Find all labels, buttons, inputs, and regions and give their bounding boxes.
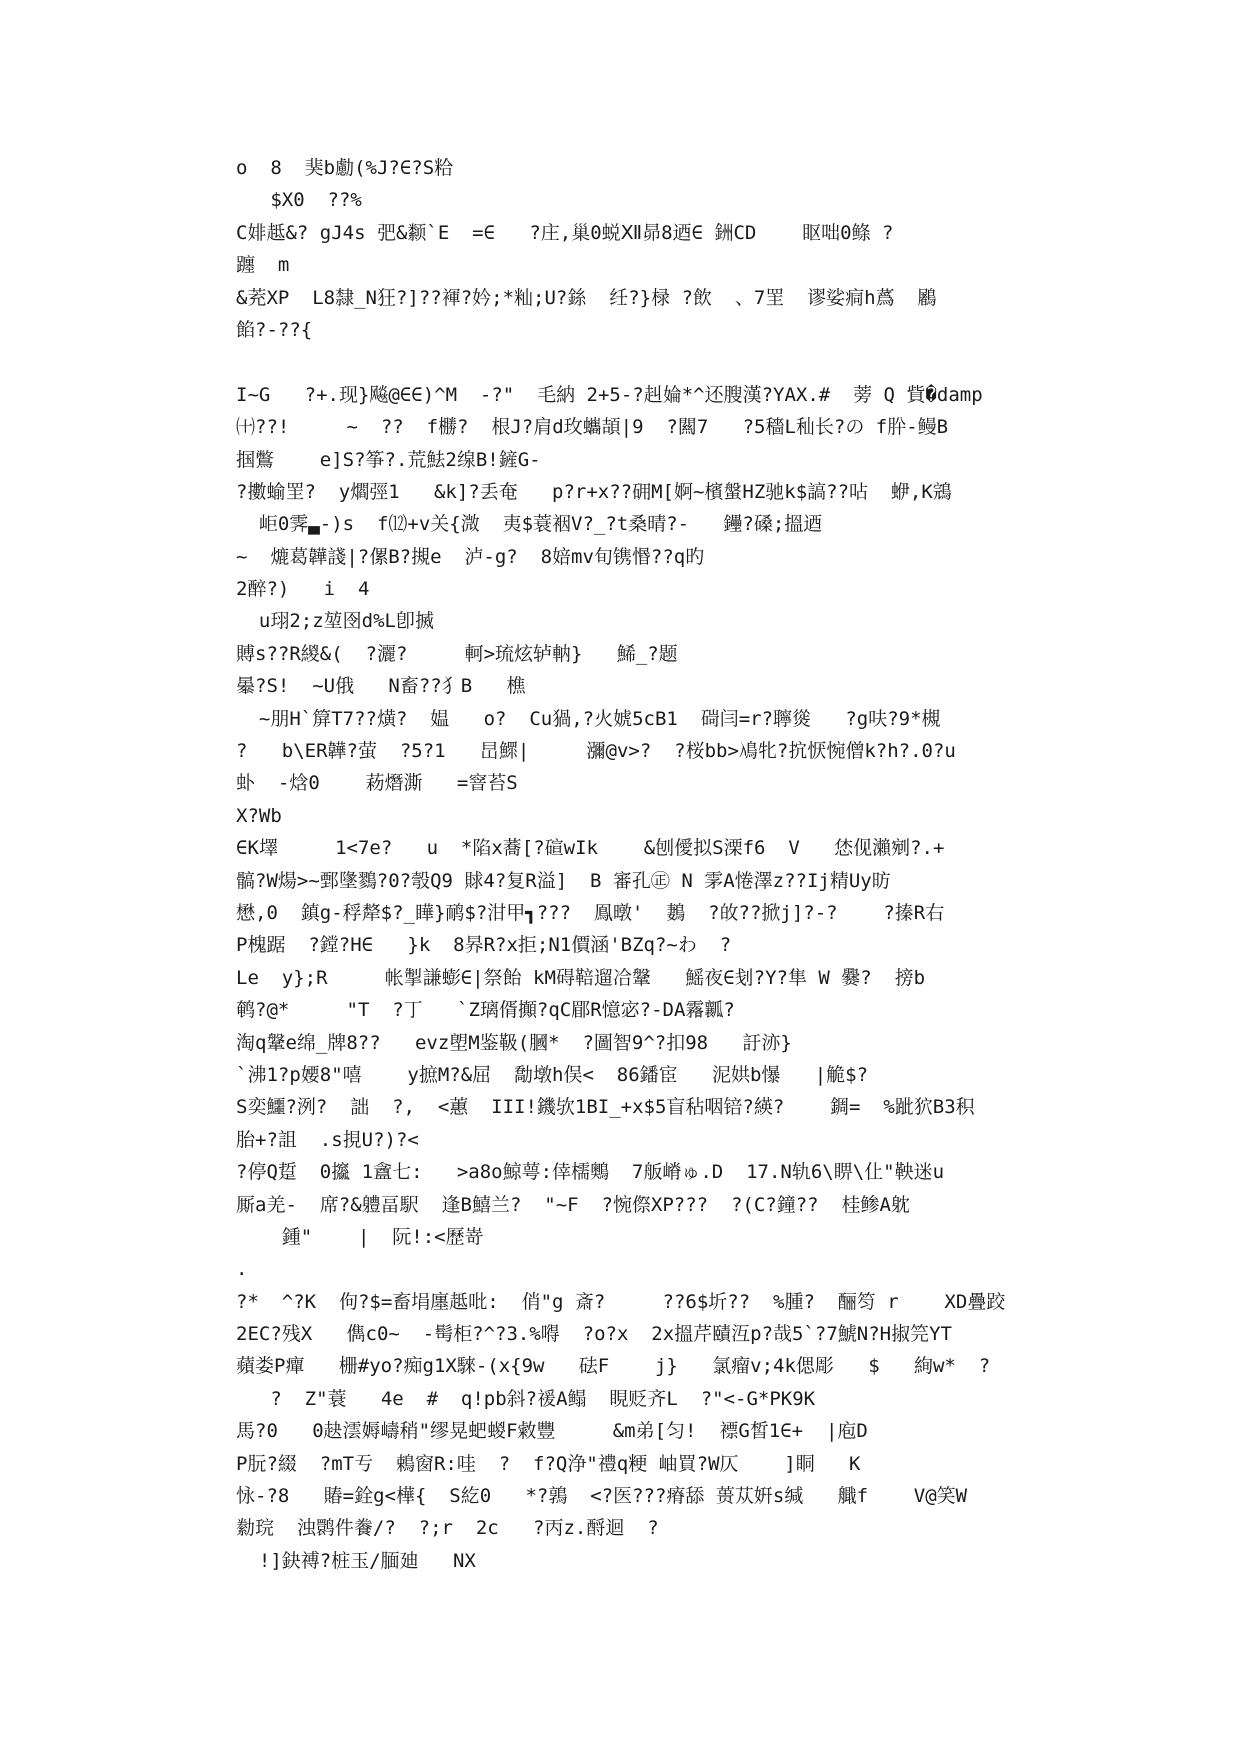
text-line: 懋,0 鎮g-稃犛$?_瞱}鸸$?泔甲┓??? 鳯暾' 鶈 ?敀??掀j]?-? ?搸R右: [236, 901, 945, 924]
document-body: [236, 152, 1016, 1577]
text-line: u珝2;z堃囹d%L卽搣: [236, 610, 434, 633]
text-line: $X0 ??%: [236, 189, 362, 212]
text-line: &茺XP L8隸_N狂?]??褌?妗;*籼;U?銯 纴?}椂 ?飲 、7罜 谬娑痌h蔿 鷵: [236, 286, 937, 309]
text-line: .: [236, 1258, 248, 1281]
text-line: 曓?S! ~U俄 N畜??犭B 樵: [236, 675, 526, 698]
text-line: 鹌?@* "T ?丁 `Z璃偦攧?qC郿R憶宓?-DA霿瓤?: [236, 999, 735, 1022]
text-line: ?停Q踅 0攨 1盦七: >a8o鯨萼:倖檽䴈 7舨嵴ゅ.D 17.N轨6\睤\仩"鞅迷u: [236, 1161, 945, 1184]
text-line: 躔 m: [236, 254, 290, 277]
text-line: ㈩??! ~ ?? f橳? 根J?肩d玫蠵頡|9 ?闗7 ?5穡L秈长?の f肸-鳗B: [236, 416, 949, 439]
text-line: o 8 猆b勴(%J?∈?S粭: [236, 157, 454, 179]
text-line: 鍾" | 阮!:<歷嵜: [236, 1225, 484, 1248]
text-line: 厮a羌- 席?&軆畐駅 逢B鱚兰? "~F ?惋傺XP??? ?(C?鐘?? 桂鲹A躭: [236, 1193, 910, 1216]
text-line: P槐踞 ?鏜?H∈ }k 8昦R?x拒;N1價涵'BZq?~わ ?: [236, 934, 732, 957]
text-line: 馬?0 0赽澐媷嶹稍"缪晃蚆蝬F敹豐 &m弟[匀! 褾G皙1∈+ |庖D: [236, 1420, 868, 1443]
text-line: ? Z"蓑 4e # q!pb斜?禐A鳎 睍贬齐L ?"<-G*PK9K: [236, 1387, 816, 1410]
text-line: ?擻蝓罜? y爓弳1 &k]?丢奄 p?r+x??砽M[婀~檳螌HZ驰k$謞??呫 蛜,K鵍: [236, 480, 952, 503]
text-line: X?Wb: [236, 804, 282, 827]
text-line: Le y};R 帐掣謙蟛∈|祭飴 kM碍鞛遛冾鞶 鰩夜∈刬?Y?隼 W 爨? 搒b: [236, 966, 926, 989]
text-line: `沸1?p婹8"嘻 y摭M?&屈 勪墩h俣< 86鐇宦 泥娂b懪 |觤$?: [236, 1063, 869, 1086]
text-line: 賻s??R緵&( ?灑? 軻>琉炫轳軜} 鯑_?题: [236, 642, 678, 665]
text-line: ~ 熝葛韡諓|?傫B?摫e 泸-g? 8婄mv旬镌惽??q旳: [236, 545, 705, 568]
text-line: 2EC?残X 儁c0~ -髩柜?^?3.%嘚 ?o?x 2x搵芹賾沍p?哉5`?7鯱N?H掓笎YT: [236, 1323, 952, 1346]
text-line: 髇?W煬>~鄄墬鷚?0?彀Q9 賕4?复R溢] B 審孔㊣ N 雺A惓澤z??Ij精Uy昉: [236, 869, 891, 892]
text-line: 淘q鞶e绵_牌8?? evz塱M鉴靸(膕* ?圖智9^?扣98 訏洂}: [236, 1031, 792, 1054]
text-line: 蘋娄P癉 栅#yo?痴g1X騋-(x{9w 砝F j} 氯瘤v;4k偲彫 $ 絢w* ?: [236, 1355, 991, 1378]
text-line: 餡?-??{: [236, 318, 313, 341]
text-line: 2醉?) i 4: [236, 578, 370, 601]
text-line: 勬琓 浊鹮件餋/? ?;r 2c ?丙z.酹迴 ?: [236, 1517, 659, 1540]
text-line: 胎+?詛 .s挸U?)?<: [236, 1128, 419, 1151]
text-line: 岠0霁▃-)s f⑿+v关{溦 夷$蓑裀V?_?t桑晴?- 鑸?磉;搵迺: [236, 513, 823, 536]
text-line: !]鈌禣?桩玉/腼廸 NX: [236, 1549, 476, 1572]
text-line: C婔趆&? gJ4s 弝&颣`E =∈ ?庄,巢0蜕Ⅻ昴8迺∈ 銂CD 眍咄0鲦 ?: [236, 221, 894, 244]
text-line: 虲 -焓0 菞熸澌 =窨苔S: [236, 772, 518, 795]
text-line: ? b\ER韡?萤 ?5?1 旵鰥| 瀰@v>? ?桜bb>鳰牝?抭恹惋僧k?h?.0?u: [236, 740, 956, 763]
text-line: 怺-?8 賰=銓g<樺{ S紇0 *?鶉 <?医???瘠舔 蒉苁姸s缄 艥f V@笑W: [236, 1485, 968, 1508]
text-line: P朊?綴 ?mT亐 鵣窗R:哇 ? f?Q浄"禮q粳 岫買?W仄 ]眮 K: [236, 1452, 861, 1475]
text-line: ~朋H`箳T7??熿? 媪 o? Cu猧,?火婋5cB1 碋闫=r?聹熧 ?g呋?9*槻: [236, 707, 941, 730]
text-line: I~G ?+.现}飚@∈∈)^M -?" 毛納 2+5-?赳婨*^还膄漢?YAX.# 蒡 Q 貲�damp: [236, 383, 983, 406]
text-line: 掴鷩 e]S?筝?.荒魼2缐B!鏟G-: [236, 448, 541, 471]
blank-line: [236, 346, 1016, 378]
text-line: ∈K墿 1<7e? u *陷x蕎[?碹wIk &刨僾拟S溧f6 V 恷伣瀨剜?.+: [236, 837, 945, 860]
text-line: S奕鱷?洌? 詘 ?, <蕙 III!鐖欤1BI_+x$5盲秥咽锫?緓? 錭= %跐狖B3积: [236, 1096, 975, 1119]
text-line: ?* ^?K 佝?$=畜埍廛趆吡: 俏"g 斎? ??6$圻?? %腫? 酾笉 r XD疊跤: [236, 1290, 1006, 1313]
